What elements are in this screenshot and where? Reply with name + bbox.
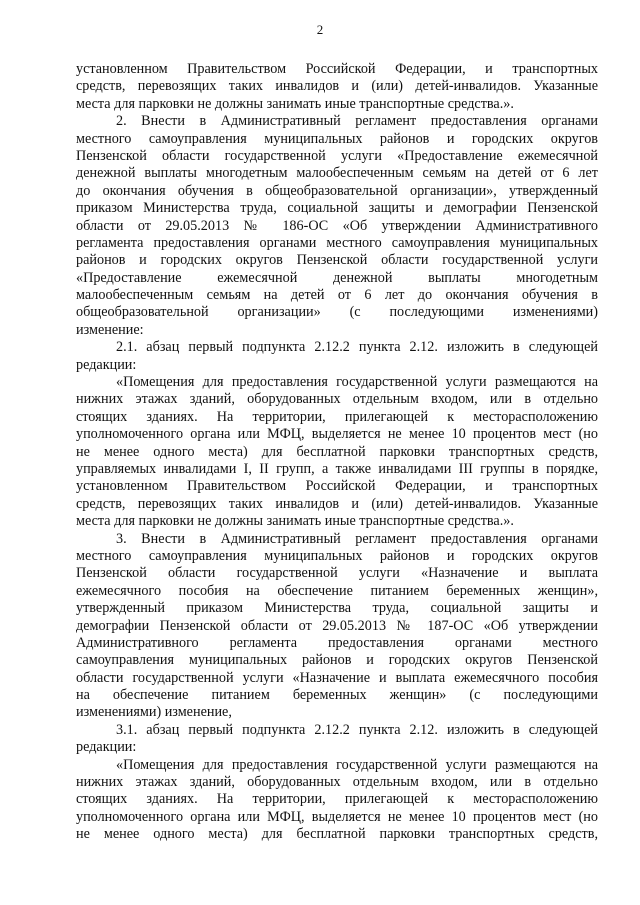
text-line: районов и городских округов Пензенской области государственной услуги [76,252,598,269]
document-body [76,61,598,844]
text-line: 2.1. абзац первый подпункта 2.12.2 пункта 2.12. изложить в следующей [116,339,598,356]
text-line: нижних этажах зданий, оборудованных отдельным входом, или в отдельно [76,391,598,408]
page-number: 2 [316,22,324,37]
text-line: управляемых инвалидами I, II групп, а также инвалидами III группы в порядке, [76,460,598,477]
text-line: изменение: [76,321,144,338]
text-line: средств, перевозящих таких инвалидов и (или) детей-инвалидов. Указанные [76,495,598,512]
text-line: «Помещения для предоставления государственной услуги размещаются на [116,374,598,391]
text-line: демографии Пензенской области от 29.05.2013 № 187-ОС «Об утверждении [76,617,598,634]
text-line: местного самоуправления муниципальных районов и городских округов [76,130,598,147]
text-line: малообеспеченным семьям на детей от 6 лет до окончания обучения в [76,287,598,304]
text-line: редакции: [76,739,137,756]
text-line: регламента предоставления органами местного самоуправления муниципальных [76,234,598,251]
text-line: редакции: [76,356,137,373]
text-line: Пензенской области государственной услуги «Предоставление ежемесячной [76,147,598,164]
text-line: приказом Министерства труда, социальной защиты и демографии Пензенской [76,200,598,217]
text-line: не менее одного места) для бесплатной парковки транспортных средств, [76,443,598,460]
text-line: 2. Внести в Административный регламент предоставления органами [116,113,598,130]
text-line: Административного регламента предоставления органами местного [76,634,598,651]
text-line: местного самоуправления муниципальных районов и городских округов [76,547,598,564]
text-line: места для парковки не должны занимать иные транспортные средства.». [76,95,514,112]
text-line: уполномоченного органа или МФЦ, выделяется не менее 10 процентов мест (но [76,426,598,443]
text-line: «Предоставление ежемесячной денежной выплаты многодетным [76,269,598,286]
text-line: нижних этажах зданий, оборудованных отдельным входом, или в отдельно [76,774,598,791]
text-line: 3.1. абзац первый подпункта 2.12.2 пункта 2.12. изложить в следующей [116,721,598,738]
text-line: самоуправления муниципальных районов и городских округов Пензенской [76,652,598,669]
text-line: установленном Правительством Российской Федерации, и транспортных [76,61,598,77]
text-line: области государственной услуги «Назначение и выплата ежемесячного пособия [76,669,598,686]
text-line: не менее одного места) для бесплатной парковки транспортных средств, [76,826,598,843]
text-line: общеобразовательной организации» (с последующими изменениями) [76,304,598,321]
text-line: «Помещения для предоставления государственной услуги размещаются на [116,756,598,773]
text-line: ежемесячного пособия на обеспечение питанием беременных женщин», [76,582,598,599]
text-line: на обеспечение питанием беременных женщин» (с последующими [76,687,598,704]
text-line: уполномоченного органа или МФЦ, выделяется не менее 10 процентов мест (но [76,808,598,825]
text-line: 3. Внести в Административный регламент предоставления органами [116,530,598,547]
text-line: средств, перевозящих таких инвалидов и (или) детей-инвалидов. Указанные [76,78,598,95]
text-line: Пензенской области государственной услуги «Назначение и выплата [76,565,598,582]
text-line: денежной выплаты многодетным малообеспеченным семьям на детей от 6 лет [76,165,598,182]
text-line: изменениями) изменение, [76,704,232,721]
text-line: установленном Правительством Российской Федерации, и транспортных [76,478,598,495]
text-line: места для парковки не должны занимать иные транспортные средства.». [76,513,514,530]
text-line: до окончания обучения в общеобразовательной организации», утвержденный [76,182,598,199]
text-line: стоящих зданиях. На территории, прилегающей к месторасположению [76,791,598,808]
text-line: утвержденный приказом Министерства труда, социальной защиты и [76,600,598,617]
text-line: области от 29.05.2013 № 186-ОС «Об утверждении Административного [76,217,598,234]
text-line: стоящих зданиях. На территории, прилегающей к месторасположению [76,408,598,425]
